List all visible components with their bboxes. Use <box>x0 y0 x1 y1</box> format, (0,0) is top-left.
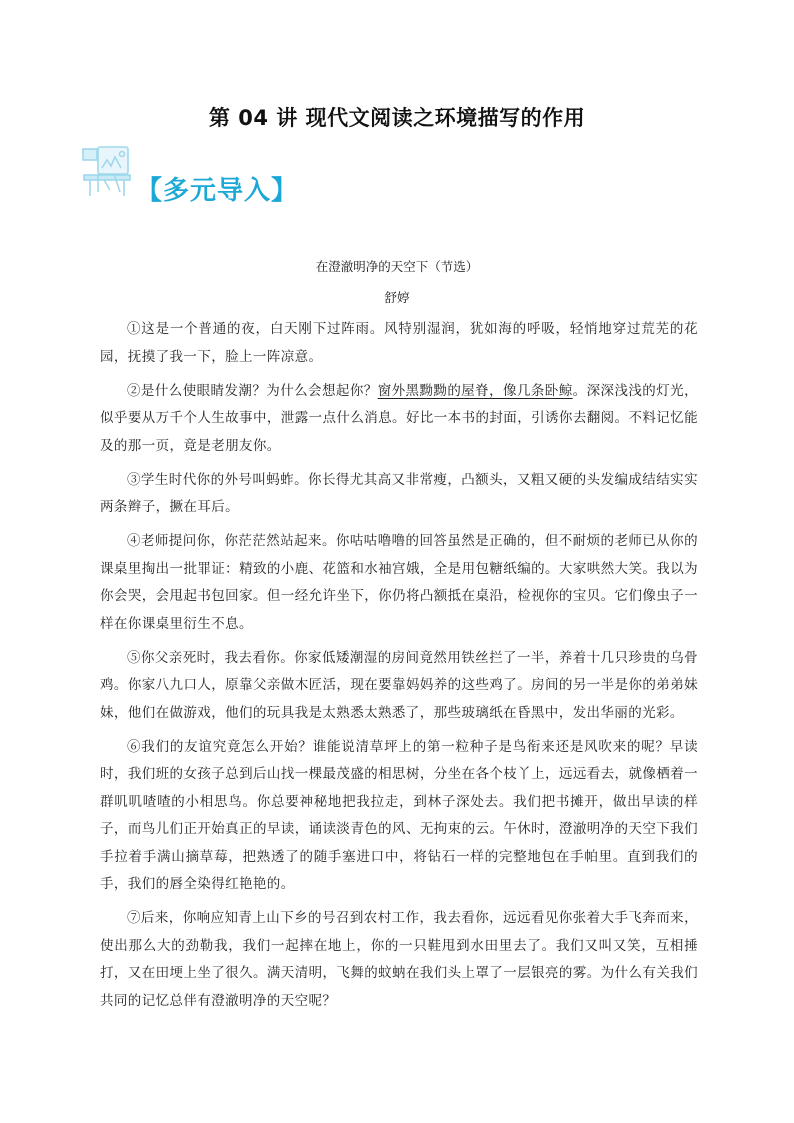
article-body <box>100 316 698 1022</box>
paragraph-2 <box>100 378 698 461</box>
lesson-title: 第 04 讲 现代文阅读之环境描写的作用 <box>208 106 586 130</box>
article-author: 舒婷 <box>384 290 410 305</box>
paragraph-4: ④老师提问你，你茫茫然站起来。你咕咕噜噜的回答虽然是正确的，但不耐烦的老师已从你的课桌里掏出一批罪证：精致的小鹿、花篮和水袖宫娥，全是用包糖纸编的。大家哄然大笑。我以为你会哭，会甩起书包回家。但一经允许坐下，你仍将凸额抵在桌沿，检视你的宝贝。它们像虫子一样在你课桌里衍生不息。 <box>100 533 698 632</box>
paragraph-1: ①这是一个普通的夜，白天刚下过阵雨。风特别湿润，犹如海的呼吸，轻悄地穿过荒芜的花园，抚摸了我一下，脸上一阵凉意。 <box>100 321 698 365</box>
article-title: 在澄澈明净的天空下（节选） <box>315 259 479 274</box>
underlined-phrase: 窗外黑黝黝的屋脊，像几条卧鲸 <box>377 382 573 399</box>
paragraph-2-rest: 。深深浅浅的灯光，似乎要从万千个人生故事中，泄露一点什么消息。好比一本书的封面，引诱你去翻阅。不料记忆能及的那一页，竟是老朋友你。 <box>100 382 698 454</box>
paragraph-6: ⑥我们的友谊究竟怎么开始？谁能说清草坪上的第一粒种子是鸟衔来还是风吹来的呢？早读时，我们班的女孩子总到后山找一棵最茂盛的相思树，分坐在各个枝丫上，远远看去，就像栖着一群叽叽喳喳的小相思鸟。你总要神秘地把我拉走，到林子深处去。我们把书摊开，做出早读的样子，而鸟儿们正开始真正的早读，诵读淡青色的风、无拘束的云。午休时，澄澈明净的天空下我们手拉着手满山摘草莓，把熟透了的随手塞进口中，将钻石一样的完整地包在手帕里。直到我们的手，我们的唇全染得红艳艳的。 <box>100 738 698 892</box>
paragraph-5: ⑤你父亲死时，我去看你。你家低矮潮湿的房间竟然用铁丝拦了一半，养着十几只珍贵的乌骨鸡。你家八九口人，原靠父亲做木匠活，现在要靠妈妈养的这些鸡了。房间的另一半是你的弟弟妹妹，他们在做游戏，他们的玩具我是太熟悉太熟悉了，那些玻璃纸在昏黑中，发出华丽的光彩。 <box>100 649 698 721</box>
classroom-blackboard-icon <box>80 146 138 198</box>
paragraph-2-lead: ②是什么使眼睛发潮？为什么会想起你？ <box>127 382 378 399</box>
banner-label: 【多元导入】 <box>136 176 299 206</box>
section-banner <box>80 146 380 208</box>
paragraph-3: ③学生时代你的外号叫蚂蚱。你长得尤其高又非常瘦，凸额头，又粗又硬的头发编成结结实实两条辫子，撅在耳后。 <box>100 471 698 515</box>
paragraph-7: ⑦后来，你响应知青上山下乡的号召到农村工作，我去看你，远远看见你张着大手飞奔而来，使出那么大的劲勒我，我们一起摔在地上，你的一只鞋甩到水田里去了。我们又叫又笑，互相捶打，又在田埂上坐了很久。满天清明，飞舞的蚊蚋在我们头上罩了一层银亮的雾。为什么有关我们共同的记忆总伴有澄澈明净的天空呢？ <box>100 910 698 1009</box>
